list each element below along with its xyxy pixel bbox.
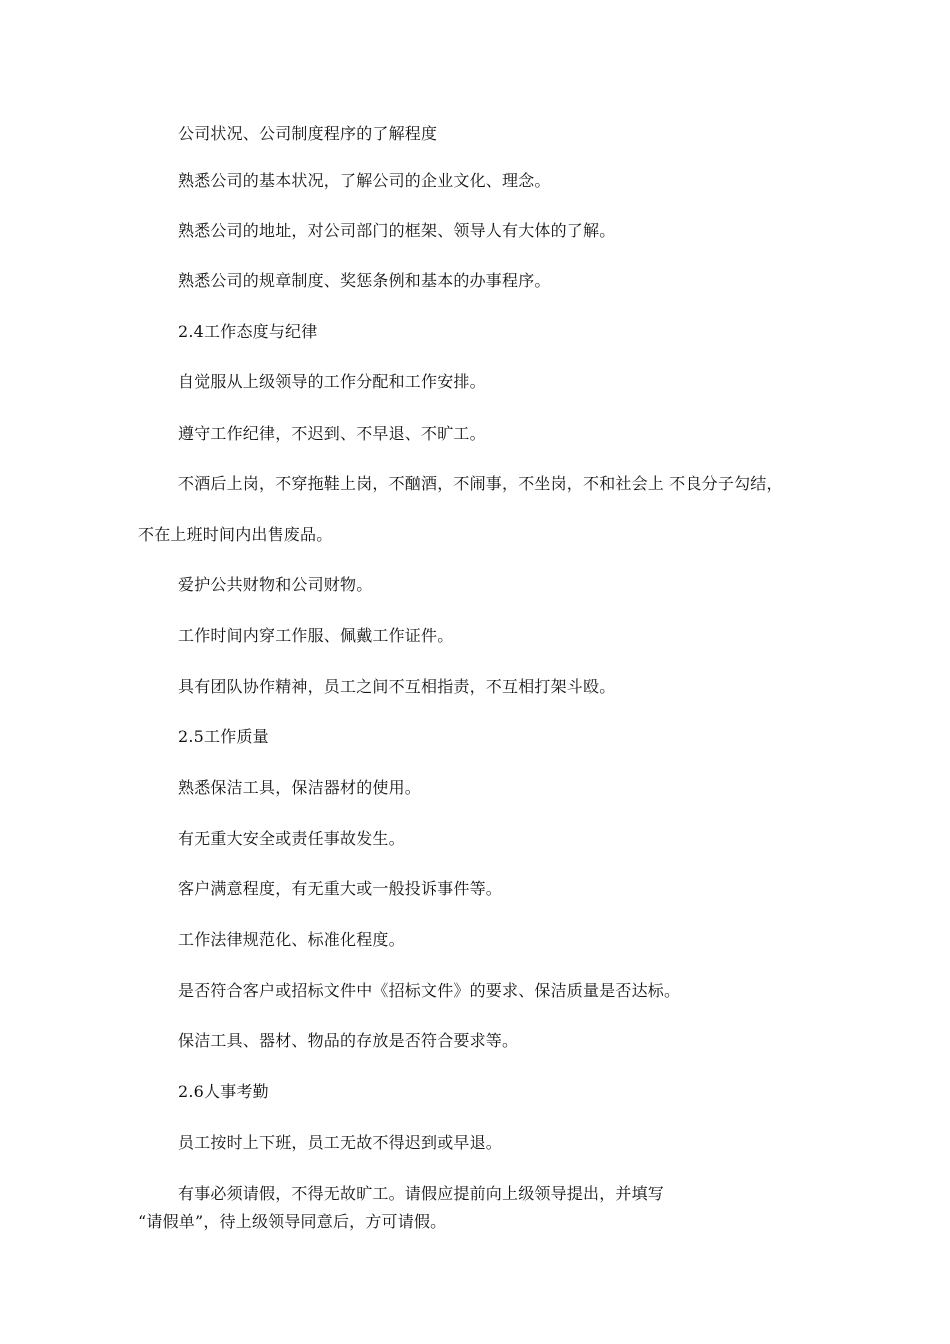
text-line: 员工按时上下班，员工无故不得迟到或早退。 <box>178 1133 503 1152</box>
section-heading: 2.6人事考勤 <box>178 1082 269 1101</box>
section-heading: 2.5工作质量 <box>178 727 269 746</box>
text-line: 有事必须请假，不得无故旷工。请假应提前向上级领导提出，并填写 <box>178 1184 665 1203</box>
text-line: 熟悉公司的基本状况，了解公司的企业文化、理念。 <box>178 171 551 190</box>
text-line: 自觉服从上级领导的工作分配和工作安排。 <box>178 372 486 391</box>
text-line: 工作法律规范化、标准化程度。 <box>178 930 405 949</box>
text-line: 工作时间内穿工作服、佩戴工作证件。 <box>178 626 454 645</box>
text-line: 客户满意程度，有无重大或一般投诉事件等。 <box>178 879 503 898</box>
text-line: 遵守工作纪律，不迟到、不早退、不旷工。 <box>178 424 486 443</box>
text-line: 公司状况、公司制度程序的了解程度 <box>178 124 438 143</box>
text-line: 熟悉公司的规章制度、奖惩条例和基本的办事程序。 <box>178 271 551 290</box>
text-line: 不酒后上岗，不穿拖鞋上岗，不酗酒，不闹事，不坐岗，不和社会上 不良分子勾结， <box>178 474 783 493</box>
text-line: 不在上班时间内出售废品。 <box>138 525 333 544</box>
text-line: 有无重大安全或责任事故发生。 <box>178 829 405 848</box>
text-line: 是否符合客户或招标文件中《招标文件》的要求、保洁质量是否达标。 <box>178 981 681 1000</box>
text-line: 熟悉保洁工具，保洁器材的使用。 <box>178 778 422 797</box>
text-line: 具有团队协作精神，员工之间不互相指责，不互相打架斗殴。 <box>178 677 616 696</box>
text-line: 熟悉公司的地址，对公司部门的框架、领导人有大体的了解。 <box>178 221 616 240</box>
section-heading: 2.4工作态度与纪律 <box>178 322 318 341</box>
text-line: “请假单”，待上级领导同意后，方可请假。 <box>138 1212 447 1231</box>
text-line: 保洁工具、器材、物品的存放是否符合要求等。 <box>178 1031 519 1050</box>
text-line: 爱护公共财物和公司财物。 <box>178 575 373 594</box>
